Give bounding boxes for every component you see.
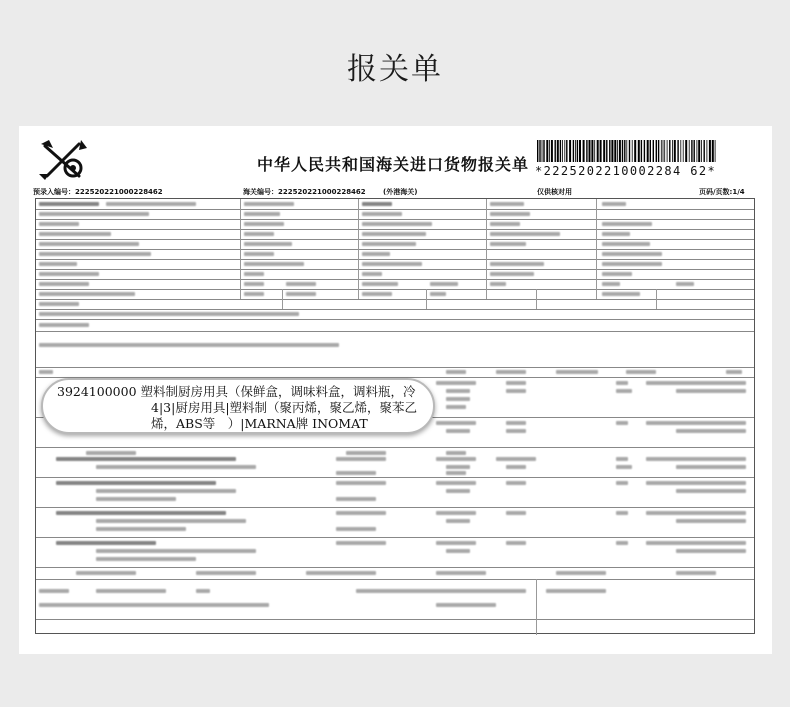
barcode-number: *2225202210002284 62* bbox=[535, 164, 717, 178]
port-label: (外港海关) bbox=[383, 188, 418, 196]
goods-description-callout bbox=[41, 378, 435, 434]
page-title: 报关单 bbox=[347, 52, 443, 87]
pre-entry-number: 预录入编号：222520221000228462 bbox=[33, 188, 163, 196]
callout-line-2: 4|3|厨房用具|塑料制（聚丙烯，聚乙烯，聚苯乙 bbox=[151, 400, 418, 415]
verify-note: 仅供核对用 bbox=[537, 188, 572, 196]
customs-emblem-icon bbox=[35, 138, 91, 182]
customs-declaration-document bbox=[19, 126, 772, 654]
callout-line-3: 烯，ABS等 ）|MARNA牌 INOMAT bbox=[151, 416, 368, 431]
page-count: 页码/页数:1/4 bbox=[699, 188, 745, 196]
document-title: 中华人民共和国海关进口货物报关单 bbox=[257, 155, 530, 174]
barcode bbox=[537, 140, 717, 162]
callout-line-1: 3924100000 塑料制厨房用具（保鲜盒，调味料盒，调料瓶，冷 bbox=[57, 384, 416, 399]
customs-number: 海关编号：222520221000228462 bbox=[243, 188, 366, 196]
